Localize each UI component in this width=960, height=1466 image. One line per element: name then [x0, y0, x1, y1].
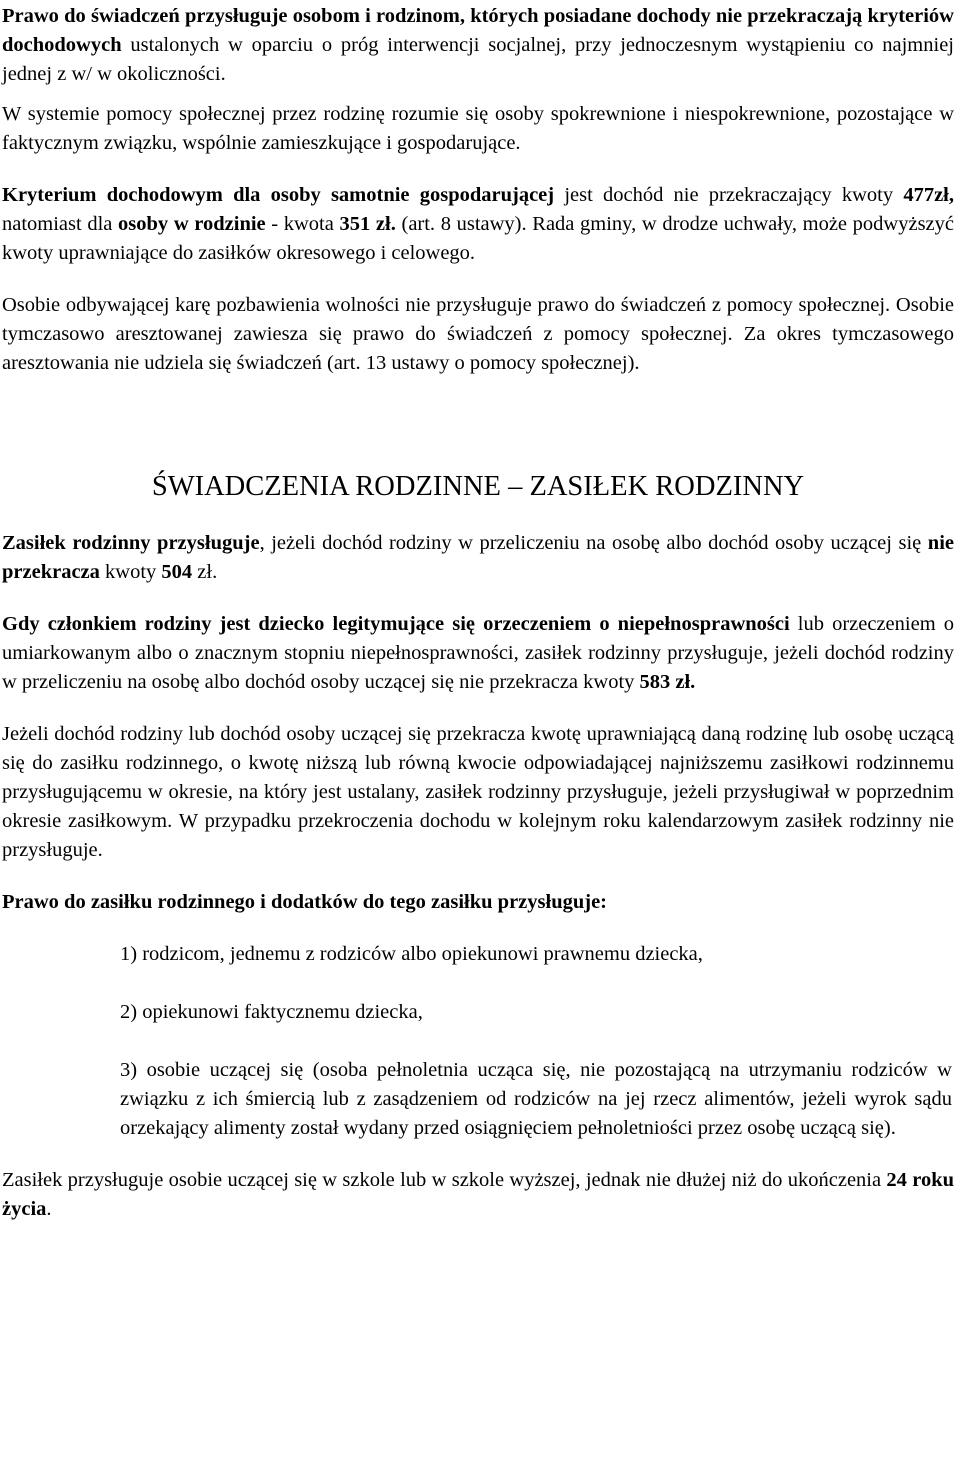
section-heading: ŚWIADCZENIA RODZINNE – ZASIŁEK RODZINNY	[151, 471, 805, 502]
amount-disability: 583 zł.	[639, 671, 696, 693]
bold-text: Gdy członkiem rodziny jest dziecko legitymujące się orzeczeniem o niepełnosprawności	[2, 613, 790, 635]
paragraph-text: jest dochód nie przekraczający kwoty	[554, 184, 904, 206]
paragraph-text: lub orzeczeniem o umiarkowanym albo o znacznym stopniu niepełnosprawności, zasiłek rodzinny przysługuje, jeżeli dochód rodziny w przeliczeniu na osobę albo dochód osoby uczącej się nie przekracza kwoty	[2, 613, 954, 693]
paragraph-family-definition	[2, 100, 954, 158]
paragraph-income-excess	[2, 720, 954, 865]
paragraph-text: (art. 8 ustawy). Rada gminy, w drodze uchwały, może podwyższyć kwoty uprawniające do zasiłków okresowego i celowego.	[2, 213, 954, 264]
paragraph-text: Osobie odbywającej karę pozbawienia wolności nie przysługuje prawo do świadczeń z pomocy społecznej. Osobie tymczasowo aresztowanej zawiesza się prawo do świadczeń z pomocy społecznej. Za okres tymczasowego aresztowania nie udziela się świadczeń (art. 13 ustawy o pomocy społecznej).	[2, 294, 954, 374]
paragraph-text: W systemie pomocy społecznej przez rodzinę rozumie się osoby spokrewnione i niespokrewnione, pozostające w faktycznym związku, wspólnie zamieszkujące i gospodarujące.	[2, 103, 954, 154]
paragraph-age-limit	[2, 1166, 954, 1224]
amount-family: 351 zł.	[339, 213, 396, 235]
paragraph-income-threshold	[2, 181, 954, 268]
paragraph-text: Zasiłek przysługuje osobie uczącej się w szkole lub w szkole wyższej, jednak nie dłużej niż do ukończenia	[2, 1169, 887, 1191]
bold-text: Prawo do świadczeń przysługuje osobom i rodzinom, których posiadane dochody nie przekraczają kryteriów dochodowych	[2, 5, 954, 56]
list-item: 3) osobie uczącej się (osoba pełnoletnia ucząca się, nie pozostającą na utrzymaniu rodziców w związku z ich śmiercią lub z zasądzeniem od rodziców na jej rzecz alimentów, jeżeli wyrok sądu orzekający alimenty został wydany przed osiągnięciem pełnoletniości przez osobę uczącą się).	[120, 1059, 952, 1139]
paragraph-disability	[2, 610, 954, 697]
paragraph-text: - kwota	[265, 213, 340, 235]
amount-allowance: 504	[161, 561, 193, 583]
paragraph-text: Jeżeli dochód rodziny lub dochód osoby uczącej się przekracza kwotę uprawniającą daną rodzinę lub osobę uczącą się do zasiłku rodzinnego, o kwotę niższą lub równą kwocie odpowiadającej najniższemu zasiłkowi rodzinnemu przysługującemu w okresie, na który jest ustalany, zasiłek rodzinny przysługuje, jeżeli przysługiwał w poprzednim okresie zasiłkowym. W przypadku przekroczenia dochodu w kolejnym roku kalendarzowym zasiłek rodzinny nie przysługuje.	[2, 723, 954, 861]
paragraph-imprisonment	[2, 291, 954, 378]
bold-text: nie przekracza	[2, 532, 954, 583]
paragraph-entitlement	[2, 888, 954, 917]
paragraph-text: .	[46, 1198, 52, 1220]
bold-text: Kryterium dochodowym dla osoby samotnie gospodarującej	[2, 184, 555, 206]
list-item: 1) rodzicom, jednemu z rodziców albo opiekunowi prawnemu dziecka,	[120, 943, 703, 965]
paragraph-text: kwoty	[99, 561, 162, 583]
paragraph-family-allowance	[2, 529, 954, 587]
amount-single: 477zł,	[903, 184, 954, 206]
paragraph-text: , jeżeli dochód rodziny w przeliczeniu na osobę albo dochód osoby uczącej się	[259, 532, 928, 554]
paragraph-income-criteria	[2, 2, 954, 89]
list-item: 2) opiekunowi faktycznemu dziecka,	[120, 1001, 423, 1023]
paragraph-text: natomiast dla	[2, 213, 119, 235]
bold-text: Prawo do zasiłku rodzinnego i dodatków do tego zasiłku przysługuje:	[2, 891, 608, 913]
bold-text: Zasiłek rodzinny przysługuje	[2, 532, 260, 554]
paragraph-text: zł.	[192, 561, 218, 583]
age-limit: 24 roku życia	[2, 1169, 955, 1220]
entitled-persons-list	[2, 940, 954, 1143]
paragraph-text: ustalonych w oparciu o próg interwencji socjalnej, przy jednoczesnym wystąpieniu co najmniej jednej z w/ w okoliczności.	[2, 34, 954, 85]
bold-text: osoby w rodzinie	[118, 213, 266, 235]
